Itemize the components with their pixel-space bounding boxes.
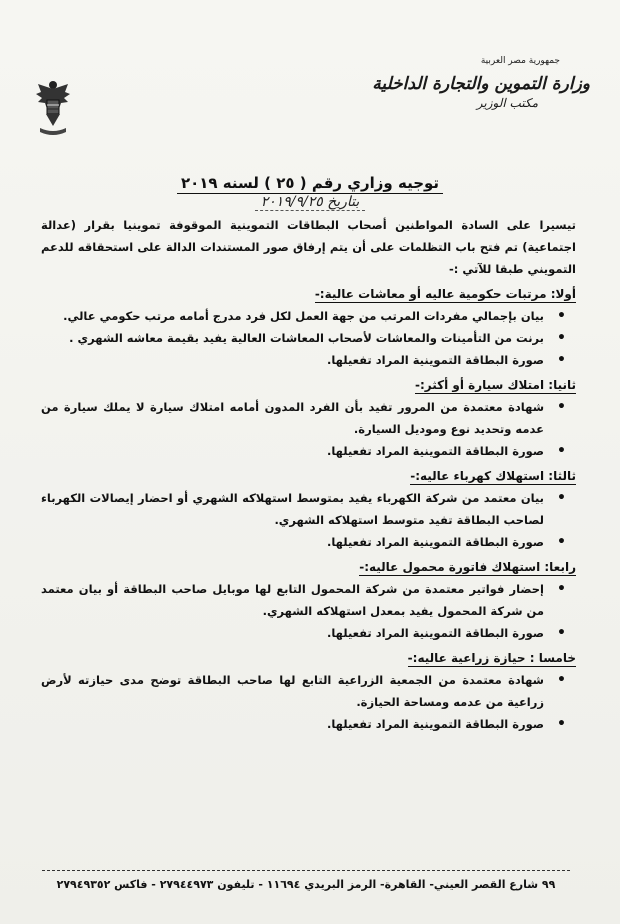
footer-divider	[42, 870, 570, 871]
list-item: • صورة البطاقة التموينية المراد تفعيلها.	[41, 713, 544, 735]
section-1	[41, 283, 576, 371]
list-item: • شهادة معتمدة من المرور تفيد بأن الفرد المدون أمامه امتلاك سيارة لا يملك سيارة من عدمه وتحديد نوع وموديل السيارة.	[41, 396, 544, 440]
list-item: • صورة البطاقة التموينية المراد تفعيلها.	[41, 440, 544, 462]
section-heading: أولا: مرتبات حكومية عاليه أو معاشات عالية:-	[314, 287, 576, 301]
minister-office: مكتب الوزير	[476, 96, 538, 110]
country-name: جمهورية مصر العربية	[480, 56, 560, 66]
list-item: • بيان بإجمالي مفردات المرتب من جهة العمل لكل فرد مدرج أمامه مرتب حكومي عالي.	[41, 305, 544, 327]
list-item: • صورة البطاقة التموينية المراد تفعيلها.	[41, 349, 544, 371]
document-title-wrap	[0, 174, 620, 192]
document-date: بتاريخ ٢٠١٩/٩/٢٥	[255, 194, 366, 211]
document-date-wrap	[0, 194, 620, 210]
letterhead	[360, 56, 590, 110]
section-heading: ثالثا: استهلاك كهرباء عاليه:-	[410, 469, 576, 483]
section-heading: رابعا: استهلاك فاتورة محمول عاليه:-	[359, 560, 576, 574]
list-item: • بيان معتمد من شركة الكهرباء يفيد بمتوسط استهلاكه الشهري أو احضار إيصالات الكهرباء لصاحب البطاقة تفيد متوسط استهلاكه الشهري.	[41, 487, 544, 531]
section-heading: خامسا : حيازة زراعية عاليه:-	[407, 651, 576, 665]
section-3	[41, 465, 576, 553]
section-5	[41, 647, 576, 735]
egypt-eagle-emblem-icon	[34, 78, 72, 138]
list-item: • صورة البطاقة التموينية المراد تفعيلها.	[41, 531, 544, 553]
footer-address: ٩٩ شارع القصر العيني- القاهرة- الرمز البريدي ١١٦٩٤ - تليفون ٢٧٩٤٤٩٧٣ - فاكس ٢٧٩٤٩٣٥٢	[56, 878, 556, 891]
list-item: • إحضار فواتير معتمدة من شركة المحمول التابع لها موبايل صاحب البطاقة أو بيان معتمد من شركة المحمول يفيد بمعدل استهلاكه الشهري.	[41, 578, 544, 622]
document-title: توجيه وزاري رقم ( ٢٥ ) لسنه ٢٠١٩	[177, 174, 443, 194]
intro-paragraph: تيسيرا على السادة المواطنين أصحاب البطاقات التموينية الموقوفة تموينيا بقرار (عدالة اجتماعية) تم فتح باب التظلمات على أن يتم إرفاق صور المستندات الدالة على استحقاقه للدعم التمويني طبقا للآتي :-	[41, 218, 576, 276]
ministry-name: وزارة التموين والتجارة الداخلية	[372, 74, 590, 94]
document-body	[41, 214, 576, 735]
list-item: • شهادة معتمدة من الجمعية الزراعية التابع لها صاحب البطاقة توضح مدى حيازته لأرض زراعية من عدمه ومساحة الحيازة.	[41, 669, 544, 713]
list-item: • برنت من التأمينات والمعاشات لأصحاب المعاشات العالية يفيد بقيمة معاشه الشهري .	[41, 327, 544, 349]
list-item: • صورة البطاقة التموينية المراد تفعيلها.	[41, 622, 544, 644]
section-2	[41, 374, 576, 462]
section-4	[41, 556, 576, 644]
section-heading: ثانيا: امتلاك سيارة أو أكثر:-	[415, 378, 576, 392]
